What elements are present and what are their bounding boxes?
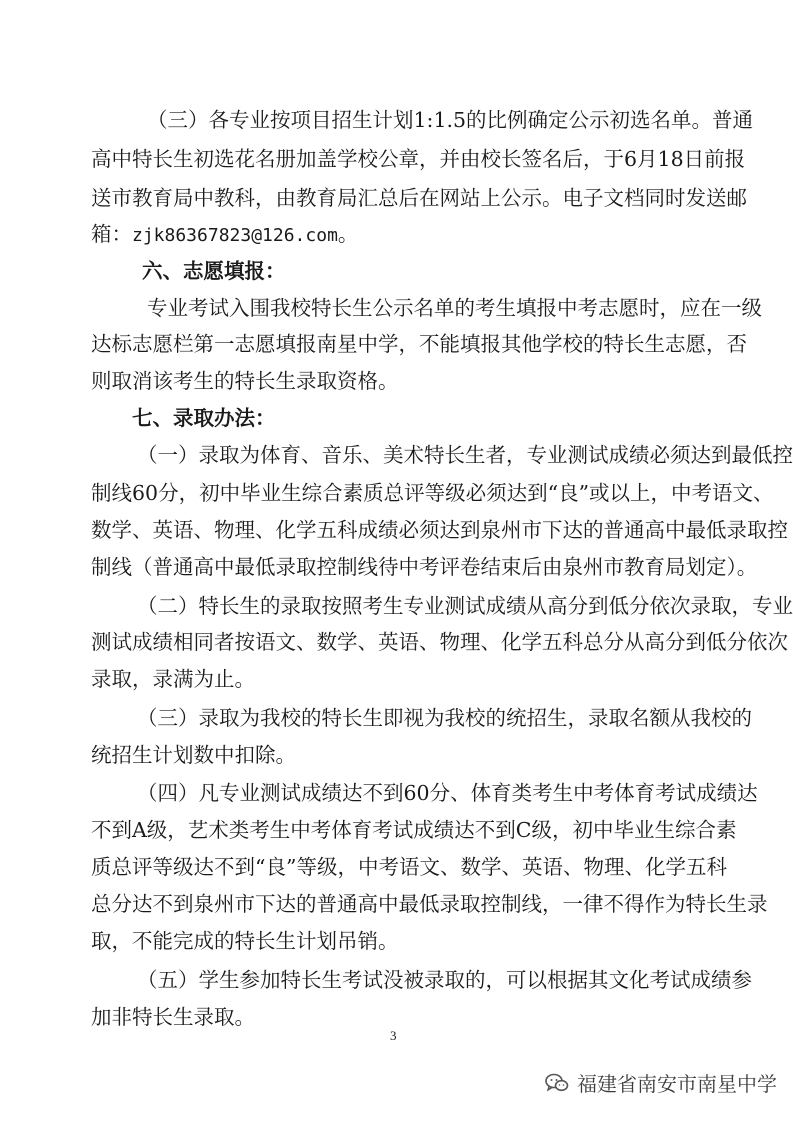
paragraph-line: 制线60分，初中毕业生综合素质总评等级必须达到“良”或以上，中考语文、 — [91, 481, 774, 505]
paragraph-line: 加非特长生录取。 — [91, 1005, 255, 1029]
paragraph-line: 送市教育局中教科，由教育局汇总后在网站上公示。电子文档同时发送邮 — [91, 186, 747, 210]
paragraph-line: 则取消该考生的特长生录取资格。 — [91, 369, 399, 393]
paragraph-line: 专业考试入围我校特长生公示名单的考生填报中考志愿时，应在一级 — [147, 296, 762, 320]
wechat-watermark — [545, 1068, 777, 1097]
section-heading-preferences: 六、志愿填报： — [142, 259, 286, 283]
paragraph-line: （三）录取为我校的特长生即视为我校的统招生，录取名额从我校的 — [137, 706, 752, 730]
paragraph-line: 取，不能完成的特长生计划吊销。 — [91, 929, 399, 953]
paragraph-line: （四）凡专业测试成绩达不到60分、体育类考生中考体育考试成绩达 — [137, 781, 758, 805]
paragraph-line: 测试成绩相同者按语文、数学、英语、物理、化学五科总分从高分到低分依次 — [91, 630, 788, 654]
paragraph-line: 录取，录满为止。 — [91, 667, 255, 691]
paragraph-line: 高中特长生初选花名册加盖学校公章，并由校长签名后，于6月18日前报 — [91, 147, 746, 171]
paragraph-line: 数学、英语、物理、化学五科成绩必须达到泉州市下达的普通高中最低录取控 — [91, 518, 788, 542]
page-number: 3 — [390, 1028, 397, 1043]
email-suffix: 。 — [337, 222, 359, 246]
paragraph-line: （二）特长生的录取按照考生专业测试成绩从高分到低分依次录取，专业 — [137, 594, 793, 618]
paragraph-line: 统招生计划数中扣除。 — [91, 743, 296, 767]
wechat-icon — [545, 1073, 569, 1093]
paragraph-line: 制线（普通高中最低录取控制线待中考评卷结束后由泉州市教育局划定）。 — [91, 555, 758, 579]
paragraph-line: 不到A级，艺术类考生中考体育考试成绩达不到C级，初中毕业生综合素 — [91, 818, 737, 842]
email-address[interactable]: zjk86367823@126.com — [132, 225, 338, 246]
paragraph-line: （五）学生参加特长生考试没被录取的，可以根据其文化考试成绩参 — [137, 968, 752, 992]
paragraph-line: 质总评等级达不到“良”等级，中考语文、数学、英语、物理、化学五科 — [91, 855, 727, 879]
watermark-text: 福建省南安市南星中学 — [577, 1072, 777, 1096]
paragraph-line: 总分达不到泉州市下达的普通高中最低录取控制线，一律不得作为特长生录 — [91, 892, 768, 916]
email-line — [91, 220, 358, 250]
section-heading-admission: 七、录取办法： — [132, 406, 276, 430]
paragraph-line: 达标志愿栏第一志愿填报南星中学，不能填报其他学校的特长生志愿，否 — [91, 332, 747, 356]
paragraph-line: （三）各专业按项目招生计划1:1.5的比例确定公示初选名单。普通 — [147, 108, 754, 132]
paragraph-line: （一）录取为体育、音乐、美术特长生者，专业测试成绩必须达到最低控 — [137, 443, 793, 467]
email-prefix: 箱： — [91, 222, 132, 246]
